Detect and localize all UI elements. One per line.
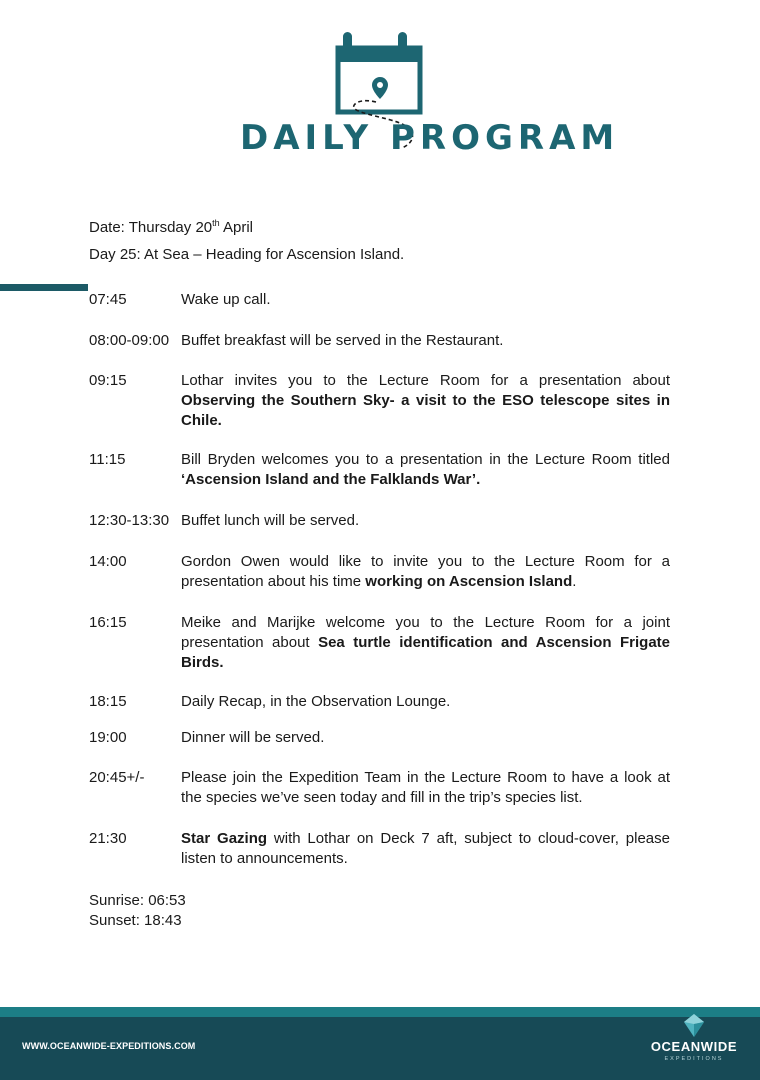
program-description (181, 331, 670, 351)
program-text: Star Gazing (181, 830, 268, 847)
program-text: Sea turtle identification and Ascension Frigate Birds. (181, 634, 670, 671)
program-description (181, 450, 670, 490)
day-line: Day 25: At Sea – Heading for Ascension Island. (89, 246, 405, 263)
program-description (181, 511, 670, 531)
program-text: Meike and Marijke welcome you to the Lecture Room for a joint presentation about (181, 614, 670, 651)
program-text: Observing the Southern Sky- a visit to the ESO telescope sites in Chile. (181, 392, 670, 429)
program-text: Buffet breakfast will be served in the Restaurant. (181, 332, 504, 349)
program-row (89, 511, 670, 531)
program-text: Gordon Owen would like to invite you to the Lecture Room for a presentation about his time (181, 553, 670, 590)
program-description (181, 768, 670, 808)
date-month: April (219, 219, 254, 236)
program-text: . (572, 573, 577, 590)
brand-subtitle: EXPEDITIONS (664, 1056, 724, 1062)
program-time: 12:30-13:30 (89, 512, 170, 529)
program-time: 20:45+/- (89, 769, 145, 786)
page-title: DAILY PROGRAM (240, 118, 620, 158)
program-row (89, 552, 670, 592)
program-description (181, 728, 670, 748)
program-time: 16:15 (89, 614, 127, 631)
program-text: Wake up call. (181, 291, 271, 308)
program-description (181, 692, 670, 712)
diamond-logo-icon (682, 1013, 706, 1039)
program-text: Lothar invites you to the Lecture Room for a presentation about (181, 372, 670, 389)
program-text: Buffet lunch will be served. (181, 512, 360, 529)
program-time: 18:15 (89, 693, 127, 710)
website-link[interactable]: WWW.OCEANWIDE-EXPEDITIONS.COM (22, 1041, 196, 1051)
program-time: 09:15 (89, 372, 127, 389)
footer (0, 1017, 760, 1080)
program-text: Please join the Expedition Team in the Lecture Room to have a look at the species we’ve seen today and fill in the trip’s species list. (181, 769, 670, 806)
accent-bar (0, 284, 88, 291)
program-time: 14:00 (89, 553, 127, 570)
program-time: 07:45 (89, 291, 127, 308)
program-time: 21:30 (89, 830, 127, 847)
sunset: Sunset: 18:43 (89, 912, 182, 929)
program-row (89, 331, 670, 351)
program-time: 19:00 (89, 729, 127, 746)
program-row (89, 768, 670, 808)
program-description (181, 613, 670, 673)
brand-name: OCEANWIDE (650, 1039, 738, 1054)
program-description (181, 829, 670, 869)
date-ordinal: th (212, 218, 220, 228)
program-text: ‘Ascension Island and the Falklands War’. (181, 471, 481, 488)
program-text: Dinner will be served. (181, 729, 325, 746)
program-description (181, 290, 670, 310)
date-text: Date: Thursday 20 (89, 219, 213, 236)
program-row (89, 613, 670, 673)
program-row (89, 290, 670, 310)
program-text: Daily Recap, in the Observation Lounge. (181, 693, 451, 710)
program-text: with Lothar on Deck 7 aft, subject to cloud-cover, please listen to announcements. (181, 830, 670, 867)
program-text: working on Ascension Island (365, 573, 573, 590)
program-time: 08:00-09:00 (89, 332, 170, 349)
program-row (89, 692, 670, 712)
program-description (181, 552, 670, 592)
program-text: Bill Bryden welcomes you to a presentation in the Lecture Room titled (181, 451, 670, 468)
footer-stripe (0, 1007, 760, 1017)
program-row (89, 371, 670, 431)
sunrise: Sunrise: 06:53 (89, 892, 186, 909)
program-description (181, 371, 670, 431)
program-row (89, 450, 670, 490)
program-row (89, 829, 670, 869)
date-line (89, 219, 253, 236)
brand-logo (642, 1019, 746, 1075)
program-time: 11:15 (89, 451, 126, 468)
program-row (89, 728, 670, 748)
